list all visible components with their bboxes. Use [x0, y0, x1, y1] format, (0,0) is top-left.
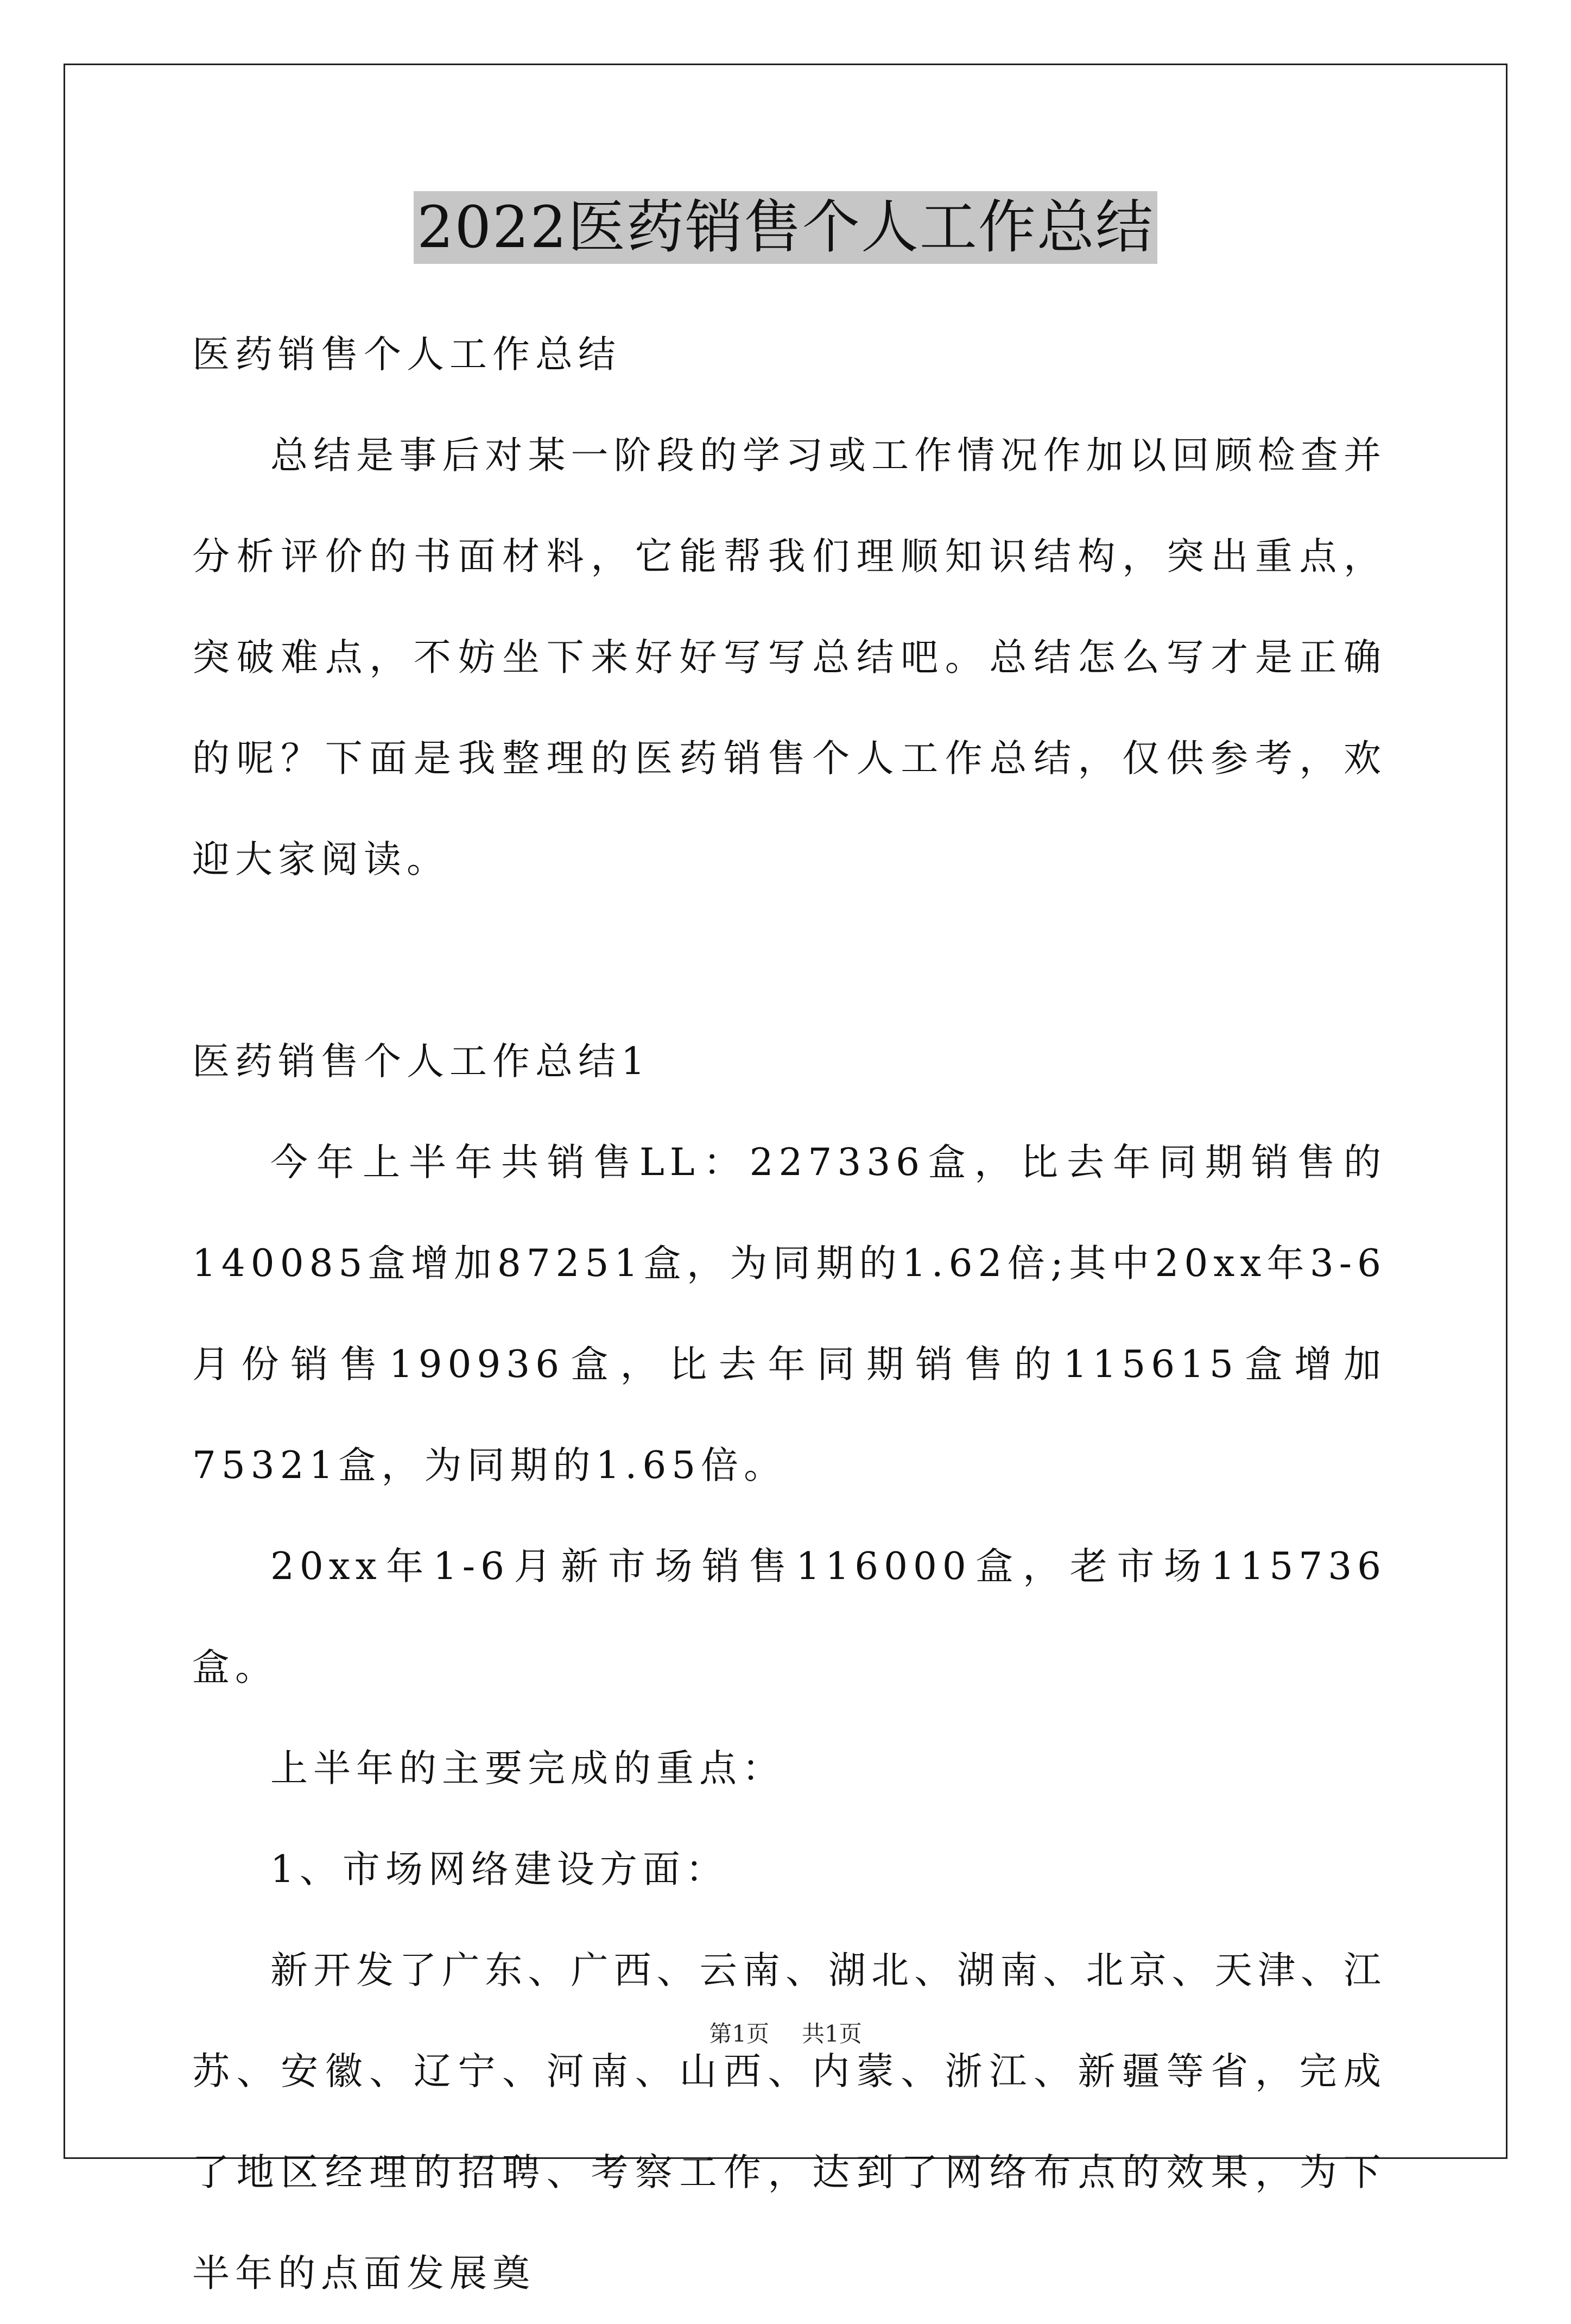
section-heading-1: 医药销售个人工作总结1 — [192, 1040, 650, 1083]
sales-paragraph: 今年上半年共销售LL：227336盒，比去年同期销售的140085盒增加87251盒，为同期的1.62倍;其中20xx年3-6月份销售190936盒，比去年同期销售的115615盒增加75321盒，为同期的1.65倍。 — [192, 1141, 1386, 1487]
intro-heading: 医药销售个人工作总结 — [192, 333, 621, 376]
intro-paragraph: 总结是事后对某一阶段的学习或工作情况作加以回顾检查并分析评价的书面材料，它能帮我们理顺知识结构，突出重点，突破难点，不妨坐下来好好写写总结吧。总结怎么写才是正确的呢？下面是我整理的医药销售个人工作总结，仅供参考，欢迎大家阅读。 — [192, 434, 1386, 881]
key-points-heading: 上半年的主要完成的重点： — [270, 1747, 785, 1790]
page-number: 第1页 — [709, 2020, 769, 2047]
page-footer — [0, 2018, 1571, 2050]
network-paragraph: 新开发了广东、广西、云南、湖北、湖南、北京、天津、江苏、安徽、辽宁、河南、山西、内蒙、浙江、新疆等省，完成了地区经理的招聘、考察工作，达到了网络布点的效果，为下半年的点面发展奠 — [192, 1949, 1386, 2295]
title-container — [0, 191, 1571, 264]
page-total: 共1页 — [802, 2020, 862, 2047]
network-heading: 1、市场网络建设方面： — [270, 1848, 729, 1891]
market-sales-paragraph: 20xx年1-6月新市场销售116000盒，老市场115736盒。 — [192, 1545, 1386, 1689]
document-title: 2022医药销售个人工作总结 — [414, 191, 1157, 264]
section-spacer — [192, 910, 1386, 1011]
